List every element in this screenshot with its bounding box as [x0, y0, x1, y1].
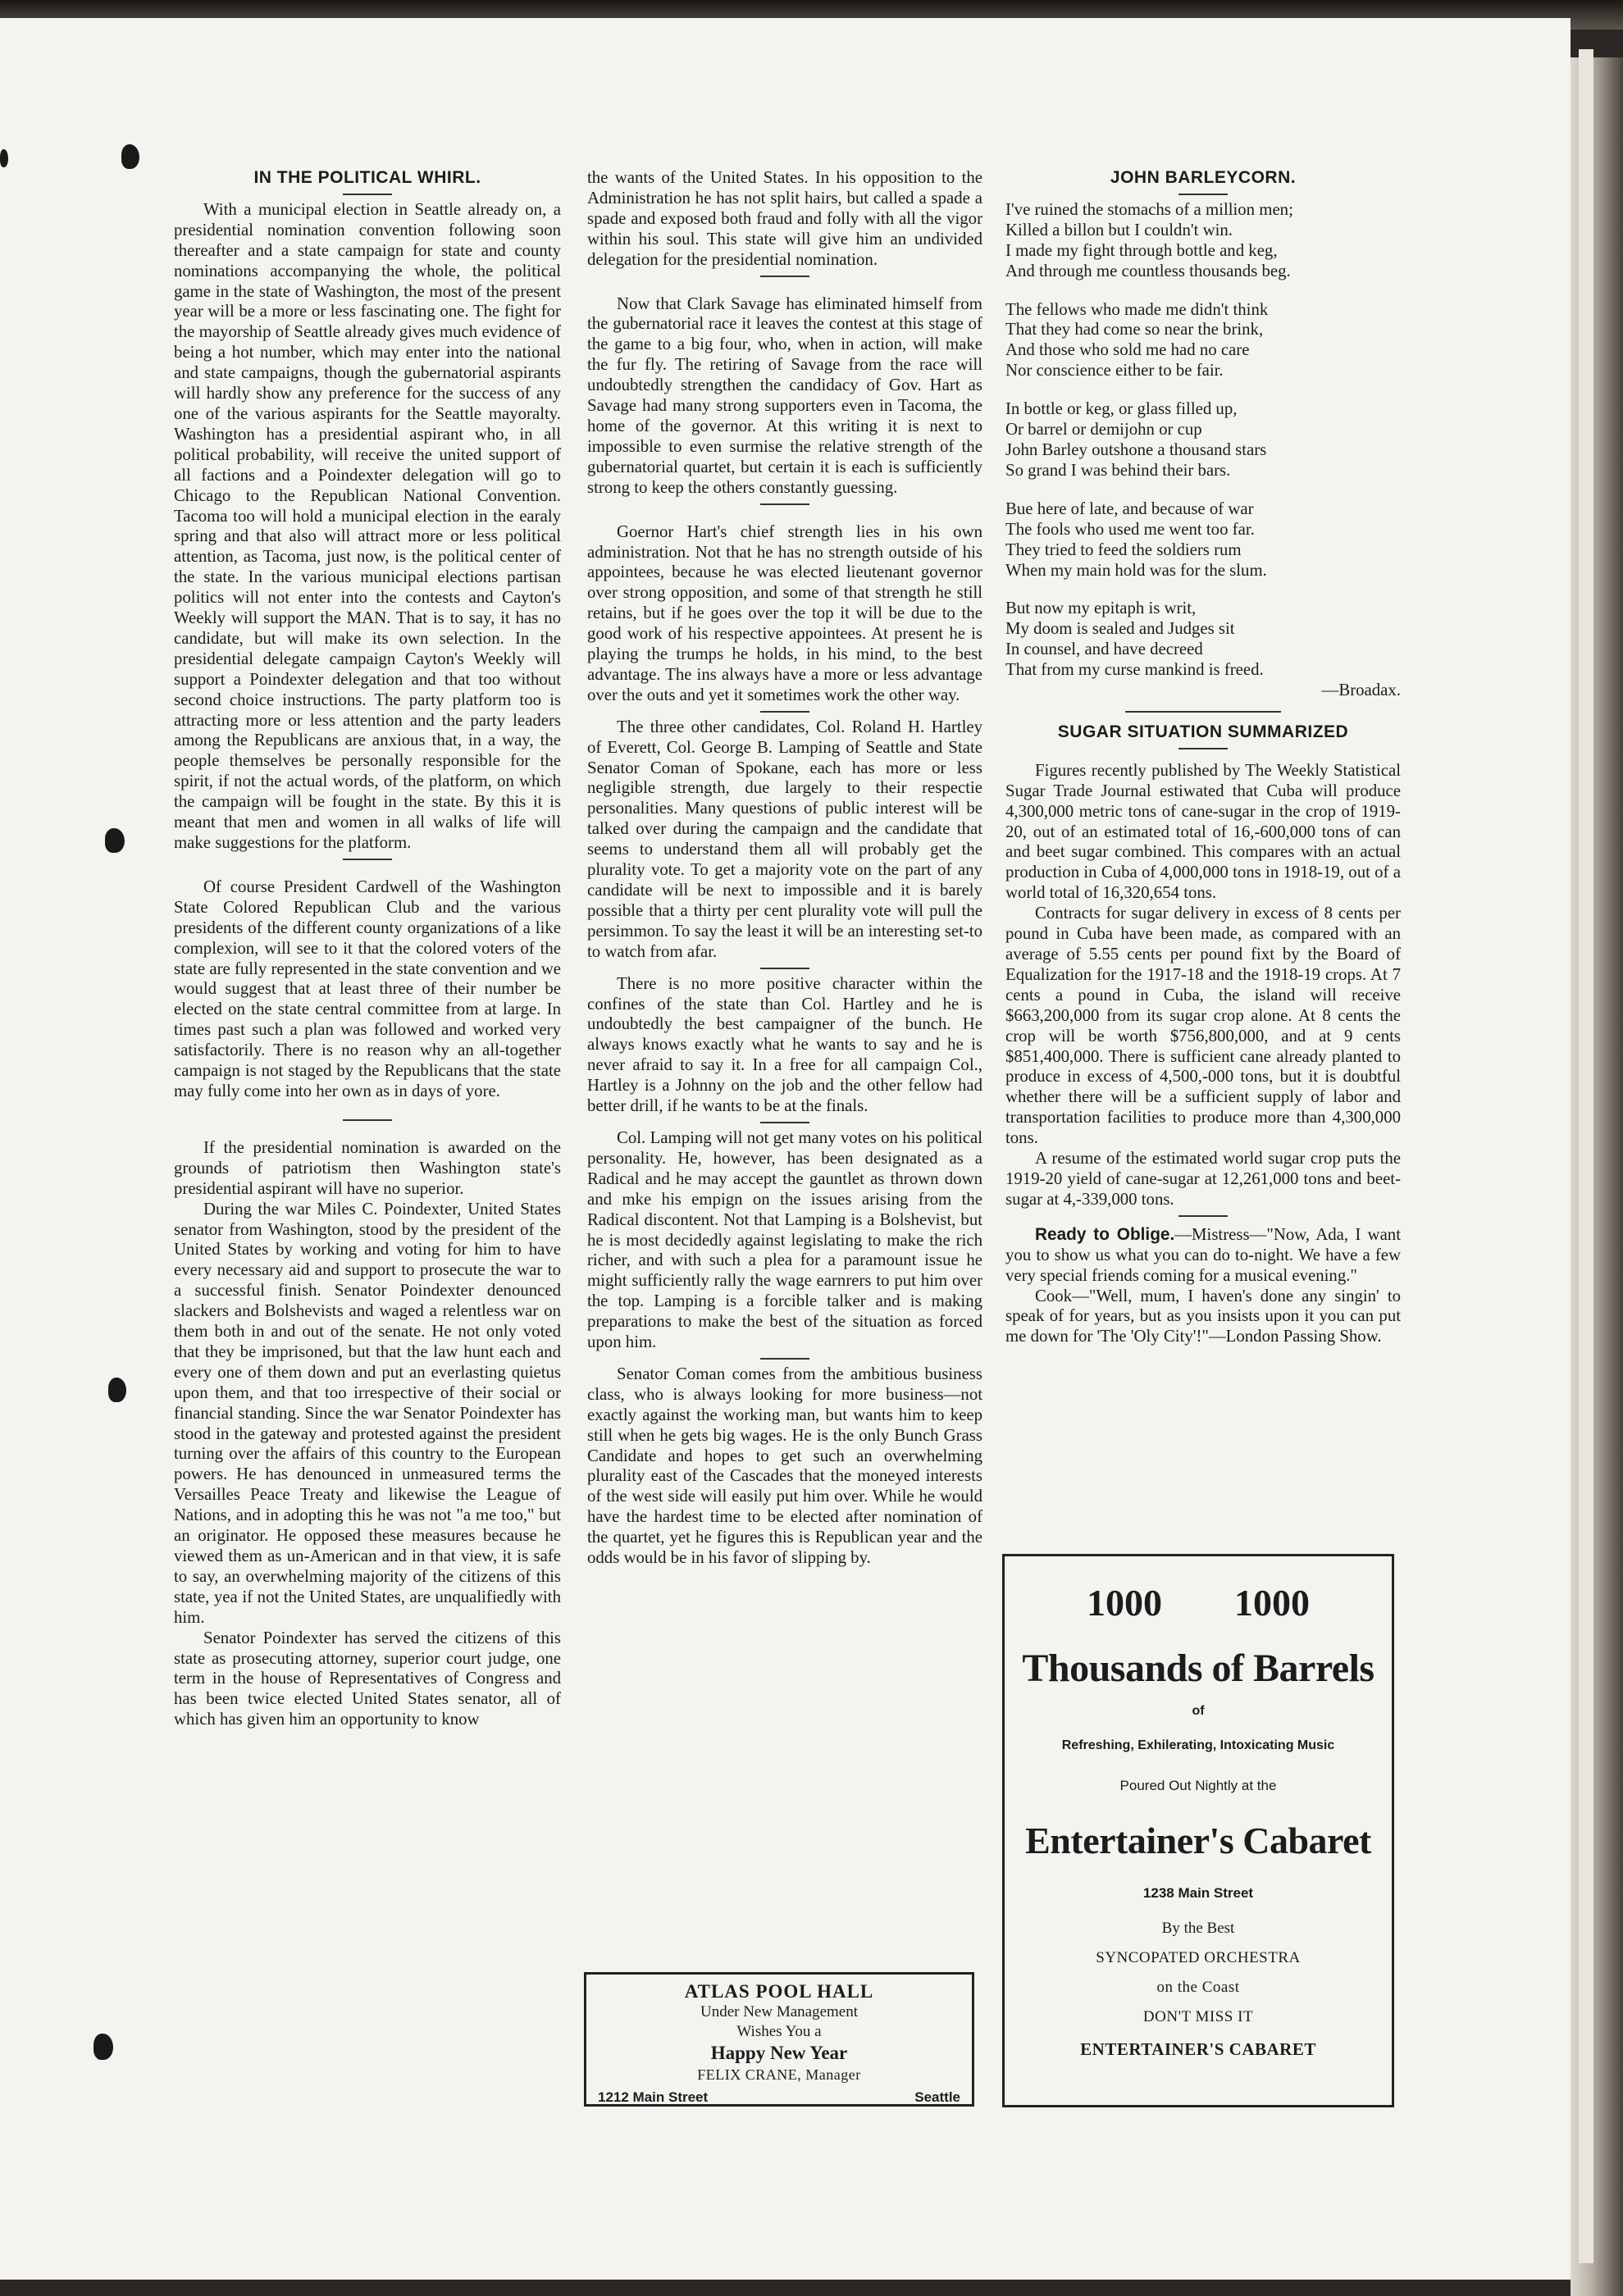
- poem-line: In counsel, and have decreed: [1005, 640, 1203, 659]
- ad-line: Wishes You a: [736, 2023, 822, 2040]
- divider: [760, 276, 809, 277]
- paragraph: If the presidential nomination is awarded on the grounds of patriotism then Washington state's presidential aspirant will have no superior.: [174, 1137, 561, 1198]
- poem-line: My doom is sealed and Judges sit: [1005, 619, 1235, 639]
- poem-line: And those who sold me had no care: [1005, 340, 1250, 360]
- paragraph: Col. Lamping will not get many votes on his political personality. He, however, has been designated as a Radical and he may accept the gauntlet as thrown down and mke his empign on the issues arising from the Radical discontent. Not that Lamping is a Bolshevist, but he is most decidedly against legislating to make the rich richer, and with such a plea for a paramount issue he might sufficiently rally the wage earnrers to put him over the top. Lamping is a forcible talker and is making preparations to make the best of the situation as forced upon him.: [587, 1128, 982, 1352]
- poem-line: The fellows who made me didn't think: [1005, 299, 1269, 319]
- poem-line: Nor conscience either to be fair.: [1005, 361, 1224, 380]
- ad-text: of: [1192, 1704, 1205, 1718]
- ad-text: Poured Out Nightly at the: [1119, 1778, 1277, 1793]
- poem-line: Bue here of late, and because of war: [1005, 499, 1254, 518]
- page-edge-strip: [1579, 49, 1593, 2263]
- paragraph: the wants of the United States. In his opposition to the Administration he has not split hairs, but called a spade a spade and exposed both fraud and folly with all the vigor within his soul. This state will give him an undivided delegation for the presidential nomination.: [587, 168, 982, 269]
- poem-line: I've ruined the stomachs of a million men;: [1005, 199, 1293, 219]
- ink-blot: [0, 149, 8, 167]
- divider: [760, 503, 809, 505]
- entertainers-cabaret-ad: [1002, 1554, 1394, 2107]
- poem-line: Or barrel or demijohn or cup: [1005, 420, 1202, 440]
- divider: [1125, 711, 1281, 713]
- paragraph: [1005, 1225, 1401, 1287]
- column-2: [587, 168, 982, 1569]
- poem: [1005, 200, 1401, 701]
- paragraph: Now that Clark Savage has eliminated himself from the gubernatorial race it leaves the contest at this stage of the game to a big four, who, when in action, will make the fur fly. The retiring of Savage from the race will undoubtedly strengthen the candidacy of Gov. Hart as Savage had many strong supporters even in Tacoma, the home of the governor. At this writing it is next to impossible to even surmise the relative strength of the gubernatorial quartet, but certain it is each is sufficiently strong to keep the others constantly guessing.: [587, 294, 982, 497]
- ad-number: 1000: [1087, 1582, 1162, 1624]
- paragraph: Of course President Cardwell of the Washington State Colored Republican Club and the various presidents of the different county organizations of a like complexion, will see to it that the colored voters of the state are fully represented in the state convention and we would suggest that at least three of their number be elected on the state central committee from at large. In times past such a plan was followed and worked very satisfactorily. There is no reason why an all-together campaign is not staged by the Republicans that the state may fully come into her own as in days of yore.: [174, 877, 561, 1100]
- ink-blot: [93, 2034, 113, 2060]
- paragraph: Contracts for sugar delivery in excess of 8 cents per pound in Cuba have been made, as compared with an average of 5.55 cents per pound fixt by the Board of Equalization for the 1917-18 and the 1918-19 crops. At 7 cents a pound in Cuba, the island will receive $663,200,000 from its sugar crop alone. At 8 cents the crop will be worth $756,800,000, and at 9 cents $851,400,000. There is sufficient cane already planted to produce in excess of 4,500,-000 tons, but it is doubtful whether there will be a sufficient supply of labor and transportation facilities to produce more than 4,300,000 tons.: [1005, 904, 1401, 1148]
- ad-headline: Thousands of Barrels: [1022, 1647, 1375, 1690]
- paragraph: Goernor Hart's chief strength lies in his own administration. Not that he has no strength outside of his appointees, because he was elected lieutenant governor over strong opposition, and some of that strength he still retains, but if he goes over the top it will be due to the good work of his respective appointees. At present he is playing the trumps he holds, in his mind, to the best advantage. The ins always have a more or less advantage over the outs and yet it sometimes work the other way.: [587, 522, 982, 704]
- ad-footer: ENTERTAINER'S CABARET: [1080, 2039, 1316, 2059]
- ink-blot: [121, 144, 139, 169]
- poem-line: That from my curse mankind is freed.: [1005, 660, 1264, 680]
- ad-greeting: Happy New Year: [710, 2043, 848, 2063]
- paragraph: A resume of the estimated world sugar crop puts the 1919-20 yield of cane-sugar at 12,261,000 tons and beet-sugar at 4,-339,000 tons.: [1005, 1149, 1401, 1209]
- poem-line: When my main hold was for the slum.: [1005, 560, 1267, 580]
- ad-text: on the Coast: [1156, 1979, 1240, 1996]
- ad-text: By the Best: [1161, 1920, 1235, 1937]
- paragraph: Senator Poindexter has served the citizens of this state as prosecuting attorney, superior court judge, one term in the house of Representatives of Congress and has been twice elected United States senator, all of which has given him an opportunity to know: [174, 1628, 561, 1729]
- paragraph: Figures recently published by The Weekly Statistical Sugar Trade Journal estiwated that Cuba will produce 4,300,000 metric tons of cane-sugar in the crop of 1919-20, out of an estimated total of 16,-600,000 tons of can and beet sugar combined. This compares with an actual production in Cuba of 4,000,000 tons in 1918-19, out of a world total of 16,320,654 tons.: [1005, 760, 1401, 903]
- poem-title: JOHN BARLEYCORN.: [1110, 168, 1297, 187]
- ink-blot: [105, 828, 125, 853]
- atlas-pool-hall-ad: [584, 1972, 974, 2107]
- ad-number: 1000: [1234, 1582, 1310, 1624]
- ad-address: 1212 Main Street: [598, 2089, 709, 2105]
- ink-blot: [108, 1378, 126, 1402]
- divider: [1178, 1215, 1228, 1217]
- poem-line: And through me countless thousands beg.: [1005, 261, 1291, 280]
- column-1: [174, 168, 561, 1730]
- divider: [760, 1122, 809, 1123]
- poem-line: I made my fight through bottle and keg,: [1005, 240, 1278, 260]
- poem-line: They tried to feed the soldiers rum: [1005, 540, 1242, 559]
- divider: [1178, 748, 1228, 749]
- poem-line: The fools who used me went too far.: [1005, 519, 1255, 539]
- ad-city: Seattle: [914, 2089, 960, 2105]
- divider: [343, 859, 392, 860]
- paragraph: The three other candidates, Col. Roland H. Hartley of Everett, Col. George B. Lamping of Seattle and State Senator Coman of Spokane, each has more or less negligible strength, due largely to their respectie personalities. Many questions of public interest will be talked over during the campaign and the candidate that seems to understand them all will probably get the plurality vote. To get a majority vote on the part of any candidate will be next to impossible and it is barely possible that a thirty per cent plurality vote will pull the persimmon. To say the least it will be an interesting set-to to watch from afar.: [587, 717, 982, 961]
- ad-text: DON'T MISS IT: [1142, 2008, 1254, 2025]
- ad-business-name: ATLAS POOL HALL: [684, 1981, 874, 2002]
- divider: [343, 194, 392, 195]
- poem-signature: —Broadax.: [1321, 681, 1401, 700]
- divider: [343, 1119, 392, 1121]
- article-title: IN THE POLITICAL WHIRL.: [253, 168, 481, 187]
- poem-line: But now my epitaph is writ,: [1005, 599, 1197, 618]
- poem-line: That they had come so near the brink,: [1005, 320, 1264, 339]
- divider: [1178, 194, 1228, 195]
- paragraph: During the war Miles C. Poindexter, United States senator from Washington, stood by the president of the United States by working and voting for him to have every necessary aid and support to prosecute the war to a successful finish. Senator Poindexter denounced slackers and Bolshevists and waged a relentless war on them both in and out of the senate. He not only voted that they be imprisoned, but that the law hunt each and every one of them down and put an everlasting quietus upon them, and that too irrespective of their social or financial standing. Since the war Senator Poindexter has stood in the gateway and protested against the president turning over the affairs of this country to the European powers. He has denounced in unmeasured terms the Versailles Peace Treaty and likewise the League of Nations, and in adopting this he was not "a me too," but an originator. He opposed these measures because he viewed them as un-American and in that view, it is safe to say, an overwhelming majority of the citizens of this state, yea if not the United States, are unqualifiedly with him.: [174, 1199, 561, 1627]
- ad-line: Under New Management: [700, 2003, 859, 2020]
- ad-business-name: Entertainer's Cabaret: [1025, 1820, 1371, 1861]
- paragraph: With a municipal election in Seattle already on, a presidential nomination convention following soon thereafter and a state campaign for state and county nominations accompanying the whole, the political game in the state of Washington, the most of the present year will be a more or less fascinating one. The fight for the mayorship of Seattle already gives much evidence of being a hot number, which may enter into the national and state campaigns, though the gubernatorial aspirants will hardly show any preference for the success of any one of the various aspirants for the Seattle mayoralty. Washington has a presidential aspirant who, in all political probability, will receive the united support of all factions and a Poindexter delegation will go to Chicago to the Republican National Convention. Tacoma too will hold a municipal election in the earaly spring and that also will attract more or less political attention, as Tacoma, just now, is the political center of the state. In the various municipal elections partisan politics will not enter into the contests and Cayton's Weekly will support the MAN. That is to say, it has no candidate, but will make its own selection. In the presidential delegate campaign Cayton's Weekly will support a Poindexter delegation and that too without second choice instructions. The party platform too is attracting more or less attention and the party leaders among the Republicans are anxious that, in a way, the people themselves be personally responsible for the spirit, if not the actual words, of the platform, on which the campaign will be fought in the state. By this it is meant that men and women in all walks of life will make suggestions for the platform.: [174, 199, 561, 852]
- oblige-text: —Mistress—"Now, Ada, I want you to show us what you can do to-night. We have a few very special friends coming for a musical evening.": [1005, 1224, 1401, 1285]
- ad-address: 1238 Main Street: [1142, 1885, 1254, 1901]
- paragraph: There is no more positive character within the confines of the state than Col. Hartley and he is undoubtedly the best campaigner of the bunch. He always knows exactly what he wants to say and he is never afraid to say it. In a free for all campaign Col., Hartley is a Johnny on the job and the other fellow had better drill, if he wants to be at the finals.: [587, 973, 982, 1116]
- ad-text: SYNCOPATED ORCHESTRA: [1096, 1949, 1301, 1966]
- poem-line: Killed a billon but I couldn't win.: [1005, 220, 1233, 239]
- divider: [760, 711, 809, 713]
- oblige-heading: Ready to Oblige.: [1035, 1224, 1175, 1244]
- divider: [760, 1358, 809, 1360]
- paragraph: Cook—"Well, mum, I haven's done any singin' to speak of for years, but as you insists upon it you can put me down for 'The 'Oly City'!"—London Passing Show.: [1005, 1286, 1401, 1346]
- ad-manager: FELIX CRANE, Manager: [697, 2066, 861, 2083]
- poem-line: So grand I was behind their bars.: [1005, 460, 1231, 480]
- ad-tagline: Refreshing, Exhilerating, Intoxicating Music: [1061, 1738, 1335, 1752]
- paragraph: Senator Coman comes from the ambitious business class, who is always looking for more business—not exactly against the working man, but wants him to keep still when he gets big wages. He is the only Bunch Grass Candidate and hopes to get such an overwhelming plurality east of the Cascades that the moneyed interests of the west side will easily put him over. While he would have the hardest time to be elected after nomination of the quartet, yet he figures this is Republican year and the odds would be in his favor of slipping by.: [587, 1364, 982, 1568]
- article-title: SUGAR SITUATION SUMMARIZED: [1057, 722, 1349, 741]
- poem-line: In bottle or keg, or glass filled up,: [1005, 399, 1238, 419]
- column-3: [1005, 168, 1401, 1347]
- poem-line: John Barley outshone a thousand stars: [1005, 440, 1267, 459]
- divider: [760, 968, 809, 969]
